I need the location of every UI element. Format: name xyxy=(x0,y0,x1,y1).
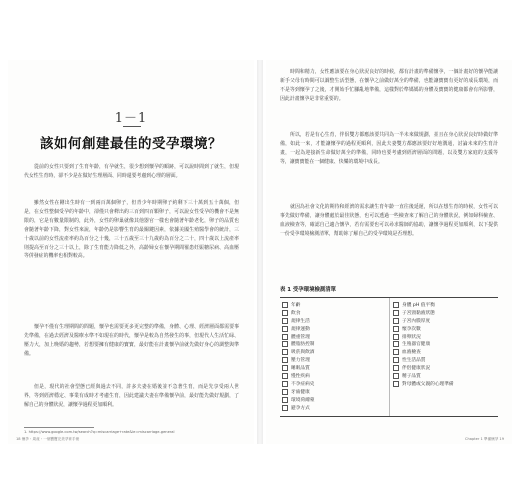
checkbox-icon[interactable] xyxy=(282,334,288,340)
checklist-item-label: 精子品質 xyxy=(402,373,421,379)
checklist-item xyxy=(393,380,498,388)
checklist-item xyxy=(282,372,387,380)
table-title: 表 1 受孕環境檢測清單 xyxy=(280,287,337,293)
checklist-item-label: 對母體或父親的心理準備 xyxy=(402,381,454,387)
checkbox-icon[interactable] xyxy=(393,310,399,316)
checkbox-icon[interactable] xyxy=(282,318,288,324)
checkbox-icon[interactable] xyxy=(393,349,399,355)
book-gutter xyxy=(257,60,263,444)
checklist-item-label: 體重管理 xyxy=(291,334,310,340)
body-paragraph: 懷孕不僅有生理期間的問題，懷孕也需要更多更完整的準備，身體、心理、經濟層面都需要事先準備，在過去經濟及醫療水準不如現在的時代，懷孕是較為自然發生的事，但現代人生活忙碌、壓力大，加上晚婚的趨勢，若想要擁有健康的寶寶，最好能在計畫懷孕前就先做好身心的調整與準備。 xyxy=(24,324,239,357)
checkbox-icon[interactable] xyxy=(393,302,399,308)
checklist-item-label: 懷孕次數 xyxy=(402,326,421,332)
body-paragraph: 雖然女性在剛出生時有一到兩百萬個卵子，但青少年時期卵子約剩下三十萬到五十萬個，但是，在女性整個受孕的年齡中，卻僅只會釋出約三百到四百顆卵子，可以說女性受孕的機會不是無限的，它是有數量限制的，此外，女性的卵巢就像其他器官一樣也會隨著年齡老化，卵子的品質也會隨著年齡下降，對女性來說，年齡仍是影響生育的最關鍵因素，依據美國生殖醫學會的統計，三十歲以前的女性流產率約為百分之十幾，三十五歲至三十九歲約為百分之二十，四十歲以上流產率則提高至百分之三十以上，除了生育能力降低之外，高齡婦女在懷孕期間罹患妊娠糖尿病、高血壓等併發症的機率也相對較高。 xyxy=(24,200,239,260)
checklist-item xyxy=(393,333,498,341)
checklist-item xyxy=(282,348,387,356)
checklist-item-label: 性生活品質 xyxy=(402,358,426,364)
chapter-divider xyxy=(123,126,141,127)
checklist-item-label: 睡眠品質 xyxy=(291,366,310,372)
checklist-item-label: 飲食 xyxy=(291,310,301,316)
footnote-divider xyxy=(24,427,94,428)
checkbox-icon[interactable] xyxy=(282,373,288,379)
checkbox-icon[interactable] xyxy=(282,349,288,355)
checklist-item xyxy=(393,309,498,317)
checkbox-icon[interactable] xyxy=(282,326,288,332)
right-page xyxy=(266,60,512,444)
checkbox-icon[interactable] xyxy=(282,397,288,403)
page-folio-left: 18 懷孕・周產・一個寶寶完美孕育手冊 xyxy=(16,437,80,441)
checklist-item-label: 身體 pH 值平衡 xyxy=(402,302,435,308)
checklist-item-label: 體脂肪控制 xyxy=(291,342,315,348)
checklist-item xyxy=(282,317,387,325)
checkbox-icon[interactable] xyxy=(393,381,399,387)
checklist-column-left xyxy=(282,301,387,411)
body-paragraph: 從前的女性只要到了生育年齡，有孕就生，很少想到懷孕的順跡，可以說時間到了就生，但現代女性生育時，卻不少是在做好生理層面、同時還要考慮到心理的層面。 xyxy=(24,164,239,179)
checklist-item xyxy=(393,356,498,364)
checklist-item-label: 伴侶健康狀況 xyxy=(402,366,431,372)
checklist-item-label: 排卵狀況 xyxy=(402,334,421,340)
checklist-item xyxy=(282,388,387,396)
checkbox-icon[interactable] xyxy=(393,326,399,332)
checklist-item xyxy=(282,325,387,333)
checklist-column-right xyxy=(393,301,498,388)
checklist-item xyxy=(282,301,387,309)
checklist-item-label: 規律運動 xyxy=(291,326,310,332)
checklist-item xyxy=(393,301,498,309)
checklist-item-label: 子宮內膜厚度 xyxy=(402,318,431,324)
checkbox-icon[interactable] xyxy=(282,310,288,316)
checklist-item xyxy=(282,356,387,364)
checklist-item xyxy=(393,317,498,325)
footnote: 1. https://www.google.com.tw/search?q=miscarriage+rate&ie=miscarriage-general xyxy=(24,430,175,434)
checklist-item xyxy=(282,396,387,404)
checklist-item xyxy=(393,348,498,356)
checkbox-icon[interactable] xyxy=(393,341,399,347)
body-paragraph: 時間和精力，女性應該要在身心狀況良好的時候，都有計畫的準備懷孕，一個計畫好的懷孕能讓新手父母有時間可以調整生活型態，在懷孕之前做好萬全的準備，也能讓寶寶有更好的成長環境，而不是等到懷孕了之後，才開始手忙腳亂地準備，這樣對於準媽媽的身體及寶寶的健康都會有所影響，因此計畫懷孕是非常重要的。 xyxy=(280,69,498,102)
checkbox-icon[interactable] xyxy=(393,365,399,371)
checklist-item xyxy=(393,340,498,348)
left-page xyxy=(8,60,254,444)
checklist-item-label: 血液檢查 xyxy=(402,350,421,356)
checkbox-icon[interactable] xyxy=(282,341,288,347)
checklist-item xyxy=(282,364,387,372)
checklist-item-label: 不孕症病史 xyxy=(291,381,315,387)
checklist-item xyxy=(282,333,387,341)
checklist-item-label: 年齡 xyxy=(291,302,301,308)
checklist-table xyxy=(280,297,498,417)
checkbox-icon[interactable] xyxy=(393,357,399,363)
checkbox-icon[interactable] xyxy=(282,302,288,308)
checklist-item xyxy=(282,380,387,388)
page-folio-right: Chapter 1 準備懷孕 19 xyxy=(464,437,504,441)
checkbox-icon[interactable] xyxy=(393,373,399,379)
body-paragraph: 所以，若是有心生育，伴侶雙方都應該要共同為一半未來做規劃，並且在身心狀況良好時做好準備，如此一來，才能讓懷孕的過程更順利，因此夫妻雙方都應該要好好地溝通，討論未來的生育計畫，一起為迎接新生命做好萬全的準備，同時也要考慮到經濟層面的問題，以及雙方家庭的支援等等，讓寶寶能在一個健康、快樂的環境中成長。 xyxy=(280,132,498,165)
checklist-item-label: 環境荷爾蒙 xyxy=(291,397,315,403)
body-paragraph: 就因為社會文化的期待和經濟的需求讓生育年齡一直往後延遲，所以在想生育的時候，女性可以事先做好準備，讓身體處於最佳狀態，也可以透過一些檢查來了解自己的身體狀況，例如婦科檢查、血液檢查等，確認自己適合懷孕，若有需要也可以尋求醫師的協助，讓懷孕過程更加順利，以下提供一份受孕環境檢測清單，幫助妳了解自己的受孕環境是否理想。 xyxy=(280,204,498,237)
chapter-title: 該如何創建最佳的受孕環境？ xyxy=(40,136,222,152)
checklist-item-label: 慢性疾病 xyxy=(291,373,310,379)
checklist-item xyxy=(393,325,498,333)
checkbox-icon[interactable] xyxy=(282,365,288,371)
checklist-item xyxy=(393,372,498,380)
checklist-item xyxy=(393,364,498,372)
body-paragraph: 但是，現代的社會型態已經與過去不同，許多夫妻在婚後並不急著生育，而是先享受兩人世界，等到經濟穩定、事業有成時才考慮生育，因此建議夫妻在準備懷孕前，最好能先做好規劃，了解自己的身體狀況，讓懷孕過程更加順利。 xyxy=(24,384,239,408)
checklist-item xyxy=(282,340,387,348)
checkbox-icon[interactable] xyxy=(282,405,288,411)
checkbox-icon[interactable] xyxy=(282,389,288,395)
checklist-item xyxy=(282,404,387,412)
chapter-number: 1－1 xyxy=(114,111,148,126)
checklist-item-label: 規律生活 xyxy=(291,318,310,324)
checklist-item-label: 壓力管理 xyxy=(291,358,310,364)
column-divider xyxy=(389,298,390,416)
checklist-item-label: 吸菸與飲酒 xyxy=(291,350,315,356)
checkbox-icon[interactable] xyxy=(393,318,399,324)
checklist-item-label: 生殖器官健康 xyxy=(402,342,431,348)
checklist-item-label: 避孕方式 xyxy=(291,405,310,411)
checkbox-icon[interactable] xyxy=(282,357,288,363)
checklist-item-label: 牙齒健康 xyxy=(291,389,310,395)
checkbox-icon[interactable] xyxy=(282,381,288,387)
checklist-item xyxy=(282,309,387,317)
checkbox-icon[interactable] xyxy=(393,334,399,340)
checklist-item-label: 子宮頸黏液狀態 xyxy=(402,310,435,316)
